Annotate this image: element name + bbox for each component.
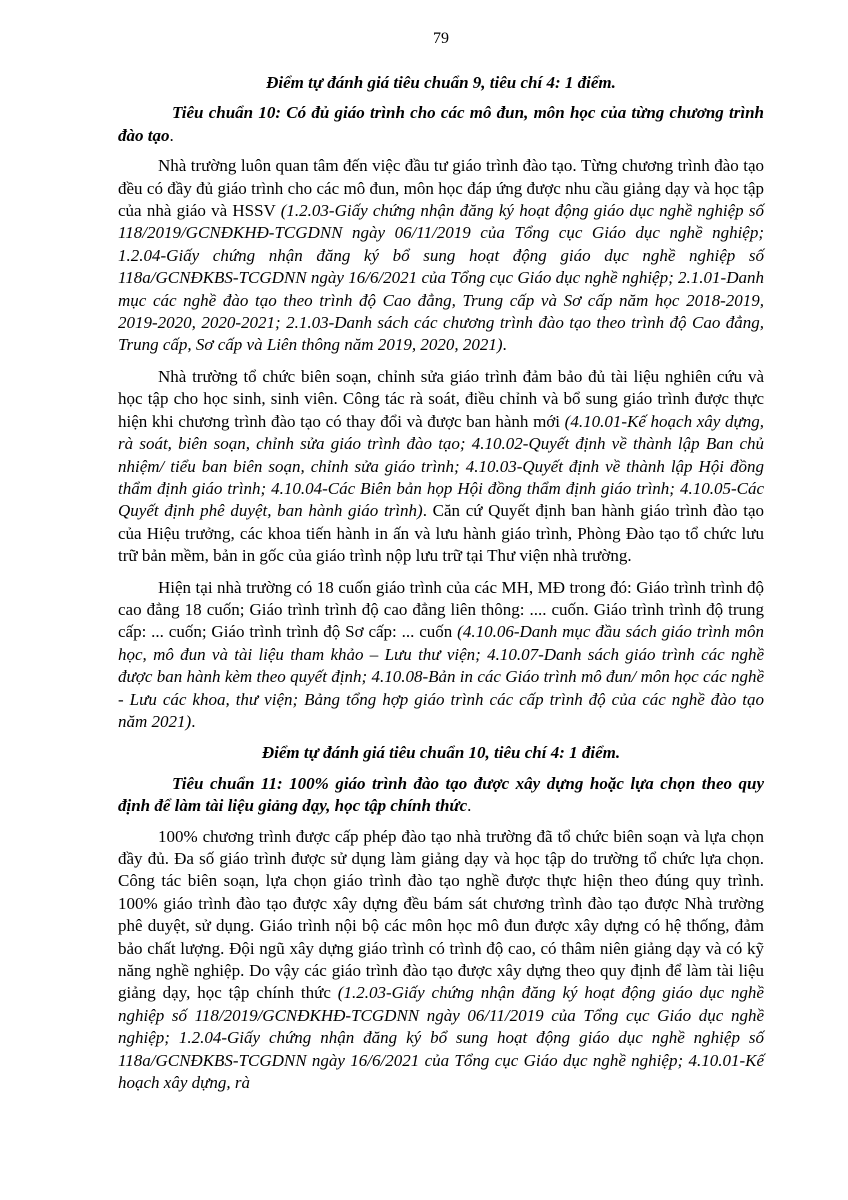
standard-10-end: . xyxy=(169,125,174,145)
paragraph-text: 100% chương trình được cấp phép đào tạo nhà trường đã tổ chức biên soạn và lựa chọn đầy đủ. Đa số giáo trình được sử dụng làm giảng dạy và học tập do trường tổ chức lựa chọn. Công tác biên soạn, lựa chọn giáo trình đào tạo nghề được thực hiện theo đúng quy trình. 100% giáo trình đào tạo được xây dựng đều bám sát chương trình đào tạo được Nhà trường phê duyệt, sử dụng. Giáo trình nội bộ các môn học mô đun được xây dựng có hệ thống, đảm bảo chất lượng. Đội ngũ xây dựng giáo trình có trình độ cao, có thâm niên giảng dạy và có kỹ năng nghề nghiệp. Do vậy các giáo trình đào tạo được xây dựng theo quy định để làm tài liệu giảng dạy, học tập chính thức xyxy=(118,826,764,1003)
paragraph-textbook-count xyxy=(118,577,764,734)
paragraph-textbook-investment xyxy=(118,155,764,357)
paragraph-end: . xyxy=(191,711,196,731)
evidence-citation: (4.10.06-Danh mục đầu sách giáo trình môn học, mô đun và tài liệu tham khảo – Lưu thư viện; 4.10.07-Danh sách giáo trình các nghề được ban hành kèm theo quyết định; 4.10.08-Bản in các Giáo trình mô đun/ môn học các nghề - Lưu các khoa, thư viện; Bảng tổng hợp giáo trình các cấp trình độ của các nghề đào tạo năm 2021) xyxy=(118,622,764,731)
evidence-citation: (1.2.03-Giấy chứng nhận đăng ký hoạt động giáo dục nghề nghiệp số 118/2019/GCNĐKHĐ-TCGDNN ngày 06/11/2019 của Tổng cục Giáo dục nghề nghiệp; 1.2.04-Giấy chứng nhận đăng ký bổ sung hoạt động giáo dục nghề nghiệp số 118a/GCNĐKBS-TCGDNN ngày 16/6/2021 của Tổng cục Giáo dục nghề nghiệp; 4.10.01-Kế hoạch xây dựng, rà xyxy=(118,983,764,1093)
score-standard-10: Điểm tự đánh giá tiêu chuẩn 10, tiêu chí 4: 1 điểm. xyxy=(261,743,621,763)
standard-11-end: . xyxy=(467,796,472,816)
paragraph-textbook-editing xyxy=(118,366,764,568)
paragraph-tail: . Căn cứ Quyết định ban hành giáo trình đào tạo của Hiệu trưởng, các khoa tiến hành in ấn và lưu hành giáo trình, Phòng Đào tạo tổ chức lưu trữ bản mềm, bản in gốc của giáo trình nộp lưu trữ tại Thư viện nhà trường. xyxy=(118,501,764,566)
paragraph-end: . xyxy=(502,335,507,355)
evidence-citation: (1.2.03-Giấy chứng nhận đăng ký hoạt động giáo dục nghề nghiệp số 118/2019/GCNĐKHĐ-TCGDNN ngày 06/11/2019 của Tổng cục Giáo dục nghề nghiệp; 1.2.04-Giấy chứng nhận đăng ký bổ sung hoạt động giáo dục nghề nghiệp số 118a/GCNĐKBS-TCGDNN ngày 16/6/2021 của Tổng cục Giáo dục nghề nghiệp; 2.1.01-Danh mục các nghề đào tạo theo trình độ Cao đẳng, Trung cấp và Sơ cấp năm học 2018-2019, 2019-2020, 2020-2021; 2.1.03-Danh sách các chương trình đào tạo theo trình độ Cao đẳng, Trung cấp, Sơ cấp và Liên thông năm 2019, 2020, 2021) xyxy=(118,201,764,355)
paragraph-textbook-compliance xyxy=(118,826,764,1095)
paragraph-text: Hiện tại nhà trường có 18 cuốn giáo trình của các MH, MĐ trong đó: Giáo trình trình độ cao đẳng 18 cuốn; Giáo trình trình độ cao đẳng liên thông: .... cuốn. Giáo trình trình độ trung cấp: ... cuốn; Giáo trình trình độ Sơ cấp: ... cuốn xyxy=(118,577,764,642)
paragraph-text: Nhà trường tổ chức biên soạn, chỉnh sửa giáo trình đảm bảo đủ tài liệu nghiên cứu và học tập cho học sinh, sinh viên. Công tác rà soát, điều chỉnh và bổ sung giáo trình được thực hiện khi chương trình đào tạo có thay đổi và được ban hành mới xyxy=(118,366,764,431)
page-number: 79 xyxy=(433,30,449,47)
standard-11-text: Tiêu chuẩn 11: 100% giáo trình đào tạo được xây dựng hoặc lựa chọn theo quy định để làm tài liệu giảng dạy, học tập chính thức xyxy=(118,773,764,816)
standard-11-heading xyxy=(118,773,764,818)
score-standard-9: Điểm tự đánh giá tiêu chuẩn 9, tiêu chí 4: 1 điểm. xyxy=(266,73,616,92)
evidence-citation: (4.10.01-Kế hoạch xây dựng, rà soát, biên soạn, chỉnh sửa giáo trình đào tạo; 4.10.02-Quyết định về thành lập Ban chủ nhiệm/ tiểu ban biên soạn, chỉnh sửa giáo trình; 4.10.03-Quyết định về thành lập Hội đồng thẩm định giáo trình; 4.10.04-Các Biên bản họp Hội đồng thẩm định giáo trình; 4.10.05-Các Quyết định phê duyệt, ban hành giáo trình) xyxy=(118,411,764,521)
paragraph-text: Nhà trường luôn quan tâm đến việc đầu tư giáo trình đào tạo. Từng chương trình đào tạo đều có đầy đủ giáo trình cho các mô đun, môn học đáp ứng được nhu cầu giảng dạy và học tập của nhà giáo và HSSV xyxy=(118,156,764,221)
standard-10-label: Tiêu chuẩn 10 xyxy=(172,103,276,123)
standard-10-text: : Có đủ giáo trình cho các mô đun, môn học của từng chương trình đào tạo xyxy=(118,103,764,145)
standard-10-heading xyxy=(118,102,764,147)
